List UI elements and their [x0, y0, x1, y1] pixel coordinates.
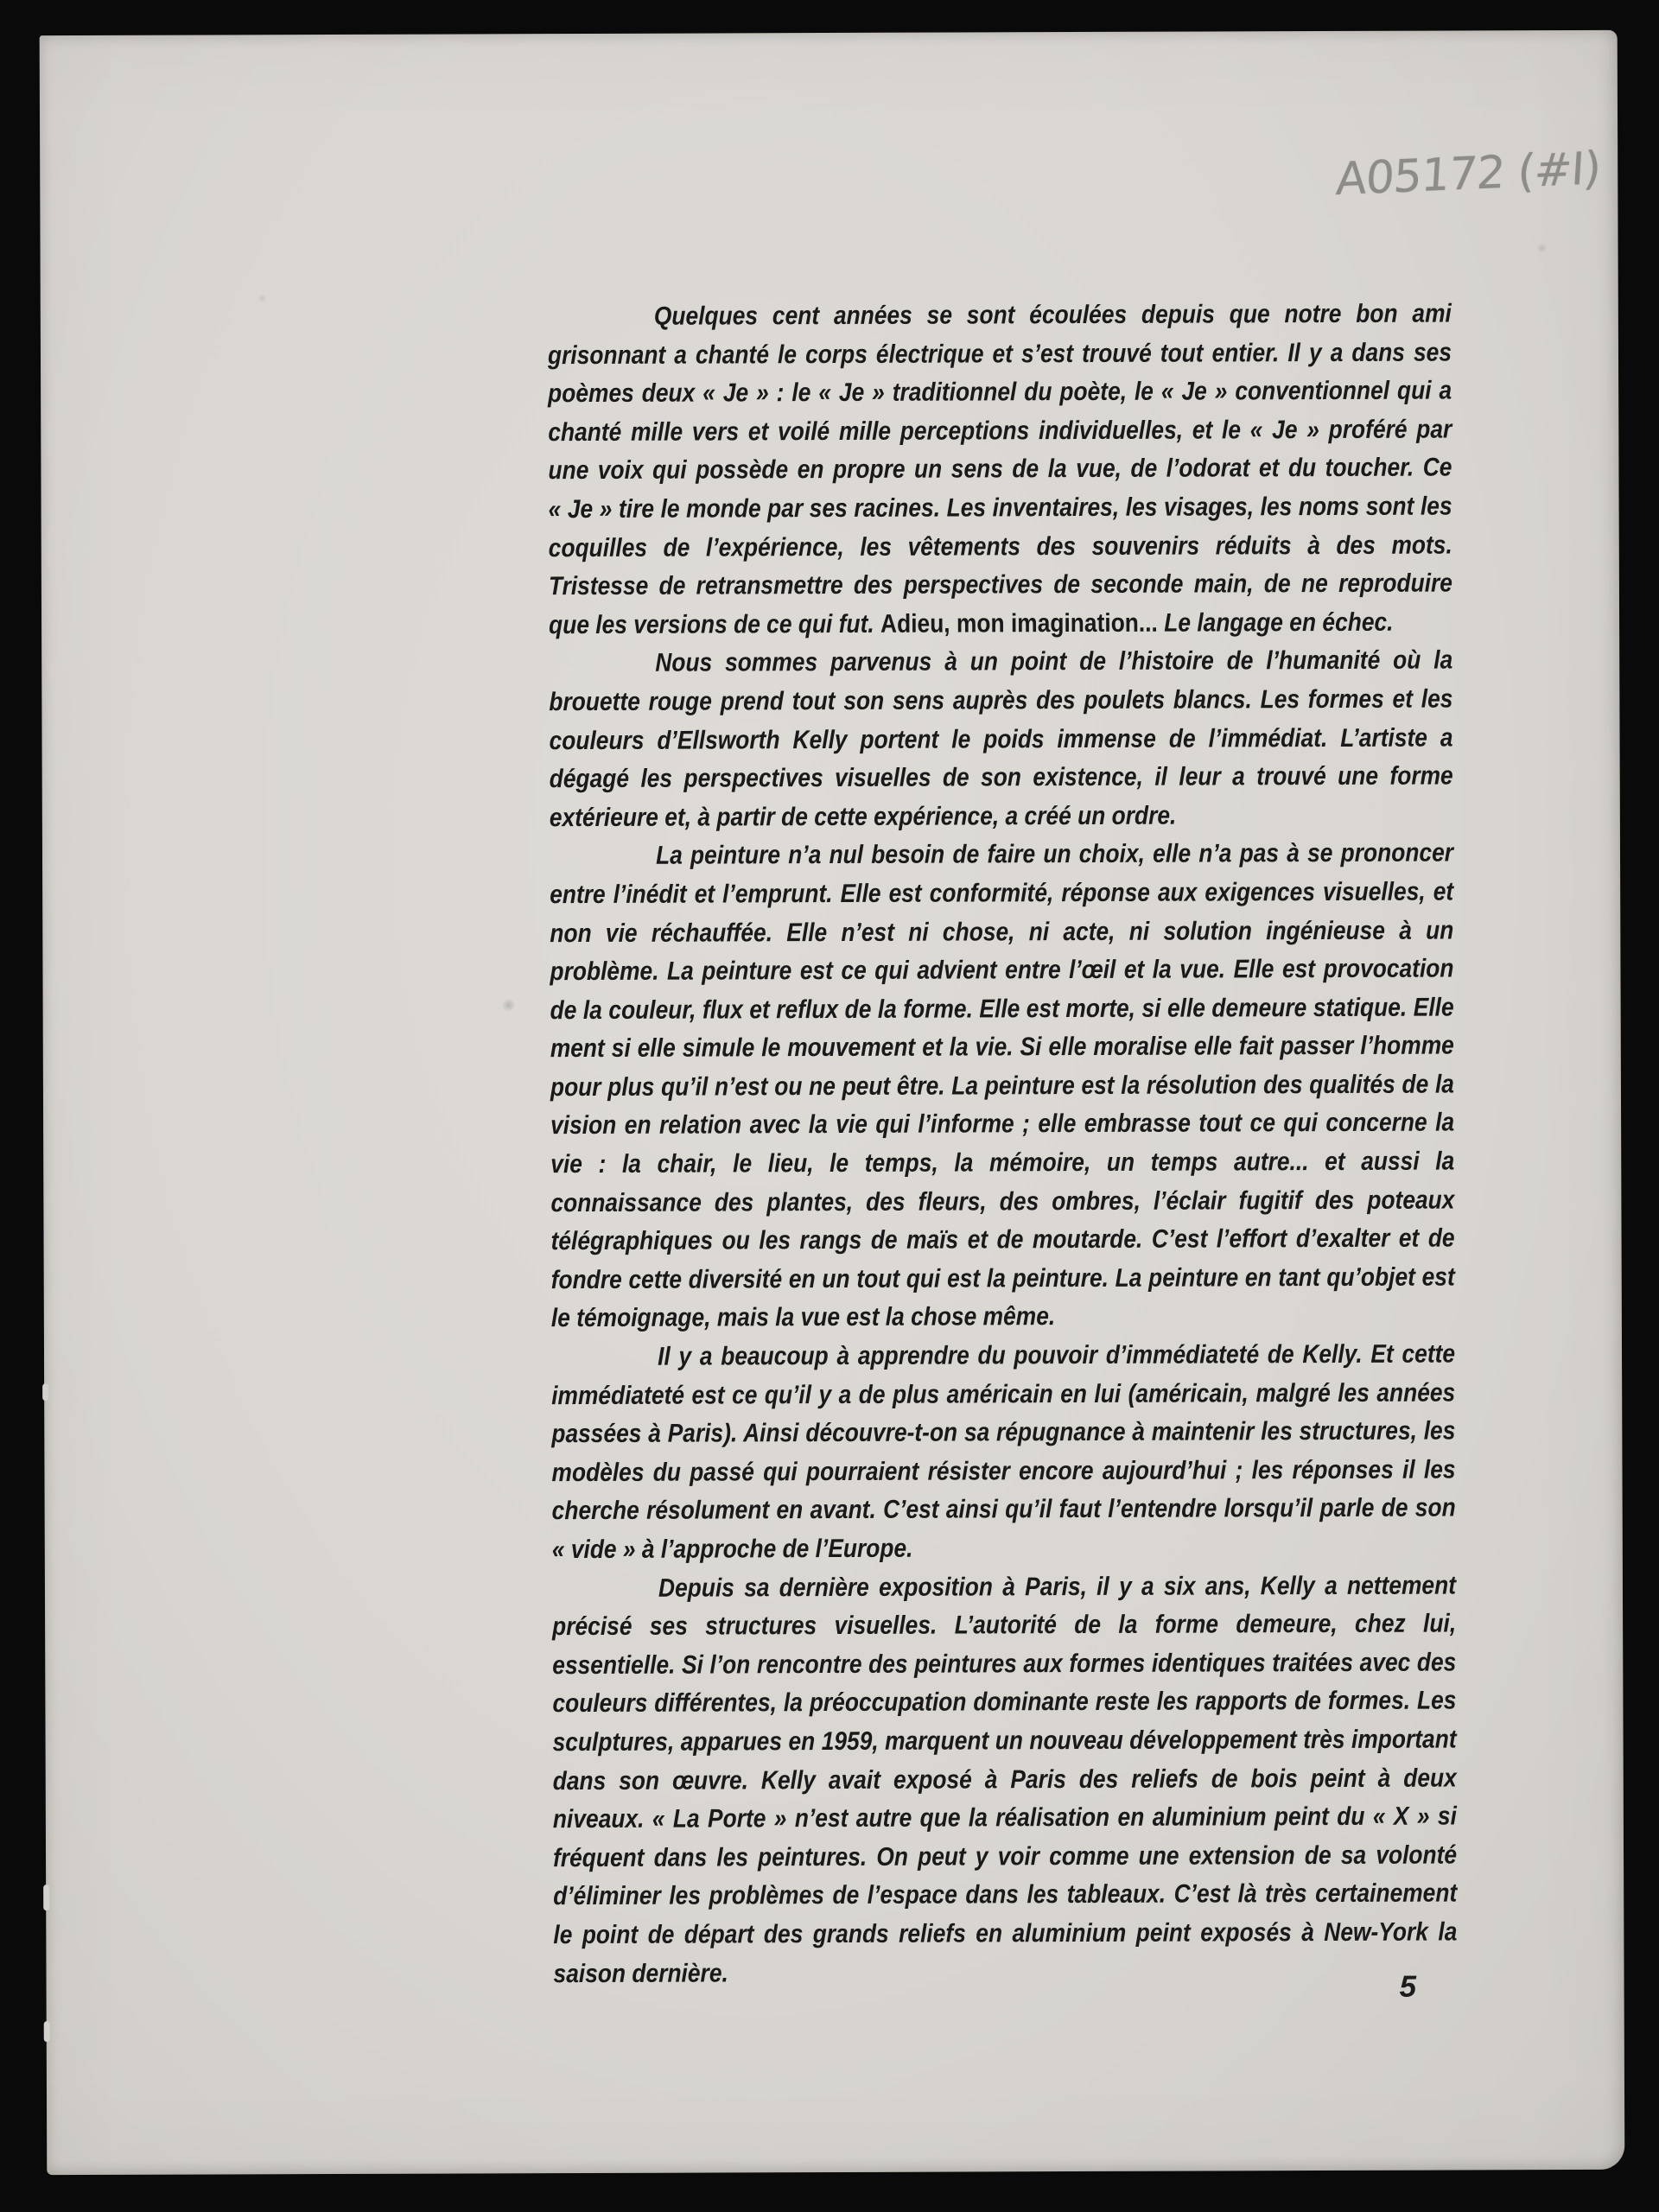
paper-deckle-edge: [44, 2021, 50, 2042]
paper-speck: [1537, 243, 1548, 253]
text-run-roman: Adieu, mon imagination...: [880, 608, 1165, 639]
paragraph: [551, 1336, 1456, 1570]
paper-speck: [258, 294, 267, 302]
paragraph: [550, 835, 1455, 1338]
text-run-italic: Nous sommes parvenus à un point de l’histoire de l’humanité où la brouette rouge prend tout son sens auprès des poulets blancs. Les formes et les couleurs d’Ellsworth Kelly portent le poids immense de l’immédiat. L’artiste a dégagé les perspectives visuelles de son existence, il leur a trouvé une forme extérieure et, à partir de cette expérience, a créé un ordre.: [549, 645, 1453, 832]
paper-deckle-edge: [43, 1885, 49, 1910]
paragraph: [549, 642, 1453, 838]
text-run-italic: Quelques cent années se sont écoulées depuis que notre bon ami grisonnant a chanté le corps électrique et s’est trouvé tout entier. Il y a dans ses poèmes deux « Je » : le « Je » traditionnel du poète, le « Je » conventionnel qui a chanté mille vers et voilé mille perceptions individuelles, et le « Je » proféré par une voix qui possède en propre un sens de la vue, de l’odorat et du toucher. Ce « Je » tire le monde par ses racines. Les inventaires, les visages, les noms sont les coquilles de l’expérience, les vêtements des souvenirs réduits à des mots. Tristesse de retransmettre des perspectives de seconde main, de ne reproduire que les versions de ce qui fut.: [547, 299, 1452, 639]
paper-deckle-edge: [42, 1383, 48, 1401]
text-run-italic: Depuis sa dernière exposition à Paris, il y a six ans, Kelly a nettement précisé ses structures visuelles. L’autorité de la forme demeure, chez lui, essentielle. Si l’on rencontre des peintures aux formes identiques traitées avec des couleurs différentes, la préoccupation dominante reste les rapports de formes. Les sculptures, apparues en 1959, marquent un nouveau développement très important dans son œuvre. Kelly avait exposé à Paris des reliefs de bois peint à deux niveaux. « La Porte » n’est autre que la réalisation en aluminium peint du « X » si fréquent dans les peintures. On peut y voir comme une extension de sa volonté d’éliminer les problèmes de l’espace dans les tableaux. C’est là très certainement le point de départ des grands reliefs en aluminium peint exposés à New-York la saison dernière.: [552, 1571, 1458, 1988]
page-number: 5: [1399, 1969, 1417, 2004]
text-run-italic: La peinture n’a nul besoin de faire un choix, elle n’a pas à se prononcer entre l’inédit et l’emprunt. Elle est conformité, réponse aux exigences visuelles, et non vie réchauffée. Elle n’est ni chose, ni acte, ni solution ingénieuse à un problème. La peinture est ce qui advient entre l’œil et la vue. Elle est provocation de la couleur, flux et reflux de la forme. Elle est morte, si elle demeure statique. Elle ment si elle simule le mouvement et la vie. Si elle moralise elle fait passer l’homme pour plus qu’il n’est ou ne peut être. La peinture est la résolution des qualités de la vision en relation avec la vie qui l’informe ; elle embrasse tout ce qui concerne la vie : la chair, le lieu, le temps, la mémoire, un temps autre... et aussi la connaissance des plantes, des fleurs, des ombres, l’éclair fugitif des poteaux télégraphiques ou les rangs de maïs et de moutarde. C’est l’effort d’exalter et de fondre cette diversité en un tout qui est la peinture. La peinture en tant qu’objet est le témoignage, mais la vue est la chose même.: [550, 838, 1455, 1333]
paper-speck: [502, 998, 516, 1012]
body-text: [548, 295, 1458, 1993]
handwritten-annotation: A05172 (#I): [1334, 143, 1602, 207]
document-page: [40, 30, 1625, 2175]
text-run-italic: Il y a beaucoup à apprendre du pouvoir d’immédiateté de Kelly. Et cette immédiateté est ce qu’il y a de plus américain en lui (américain, malgré les années passées à Paris). Ainsi découvre-t-on sa répugnance à maintenir les structures, les modèles du passé qui pourraient résister encore aujourd’hui ; les réponses il les cherche résolument en avant. C’est ainsi qu’il faut l’entendre lorsqu’il parle de son « vide » à l’approche de l’Europe.: [551, 1339, 1456, 1565]
text-run-italic: Le langage en échec.: [1164, 607, 1394, 638]
paragraph: [548, 295, 1452, 645]
paragraph: [552, 1567, 1458, 1993]
